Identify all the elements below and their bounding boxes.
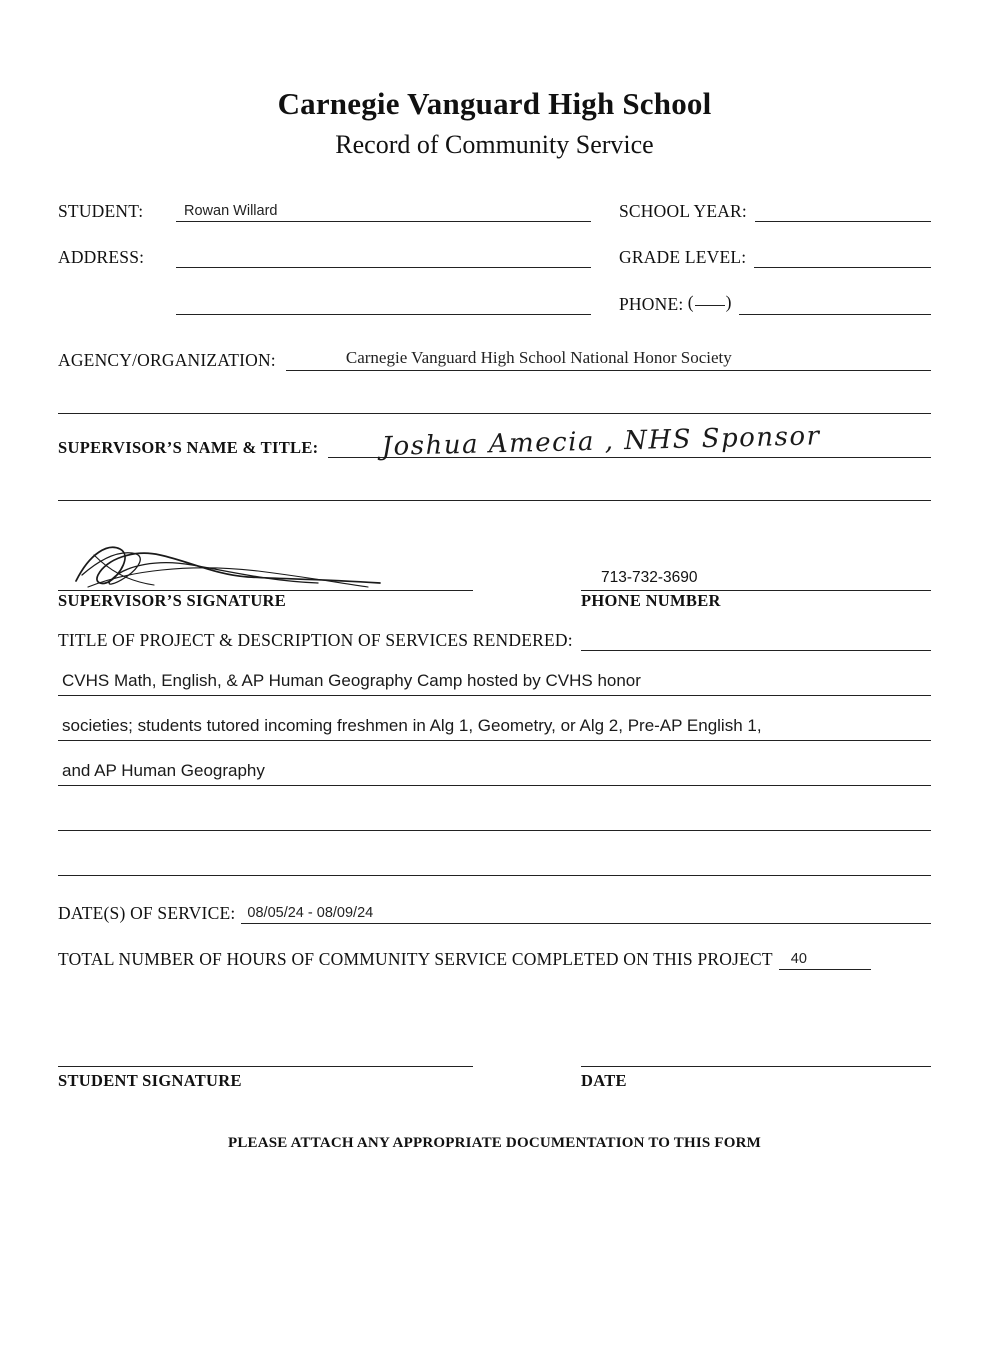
student-signature-field[interactable] [58, 1044, 473, 1091]
grade-level-label: GRADE LEVEL: [619, 246, 747, 267]
date-line [581, 1044, 931, 1067]
supervisor-block [58, 421, 931, 501]
dates-input[interactable] [241, 902, 931, 924]
project-description-text-3: and AP Human Geography [62, 761, 265, 780]
student-input[interactable] [176, 200, 591, 222]
phone-input[interactable] [739, 293, 931, 315]
project-title-input[interactable] [581, 629, 931, 651]
agency-label: AGENCY/ORGANIZATION: [58, 349, 276, 370]
signature-area [58, 519, 931, 611]
project-description-line-3[interactable] [58, 741, 931, 786]
project-description-line-2[interactable] [58, 696, 931, 741]
student-signature-line [58, 1044, 473, 1067]
address-row [58, 246, 931, 268]
supervisor-value: Joshua Amecia , NHS Sponsor [381, 421, 821, 462]
handwritten-signature-icon [68, 535, 398, 597]
supervisor-input-2[interactable] [58, 458, 931, 501]
form-title-heading: Record of Community Service [335, 130, 654, 159]
grade-level-input[interactable] [754, 246, 931, 268]
agency-value: Carnegie Vanguard High School National Honor Society [345, 348, 732, 367]
school-year-label: SCHOOL YEAR: [619, 200, 747, 221]
supervisor-phone-value: 713-732-3690 [601, 569, 698, 586]
address-input[interactable] [176, 246, 591, 268]
date-field[interactable] [581, 1044, 931, 1091]
supervisor-signature-field[interactable] [58, 519, 473, 611]
project-description-text-1: CVHS Math, English, & AP Human Geography Camp hosted by CVHS honor [62, 671, 641, 690]
project-label: TITLE OF PROJECT & DESCRIPTION OF SERVICES RENDERED: [58, 629, 573, 650]
agency-input-2[interactable] [58, 371, 931, 414]
project-description-text-2: societies; students tutored incoming freshmen in Alg 1, Geometry, or Alg 2, Pre-AP English 1, [62, 716, 762, 735]
community-service-form [0, 86, 989, 1366]
total-hours-row [58, 948, 931, 970]
address-row-2 [58, 292, 931, 315]
student-row [58, 200, 931, 222]
phone-area-code[interactable]: ( ) [683, 292, 732, 312]
student-value: Rowan Willard [184, 203, 278, 219]
phone-area-line [695, 293, 725, 306]
school-name-heading: Carnegie Vanguard High School [277, 86, 712, 121]
supervisor-signature-caption: SUPERVISOR’S SIGNATURE [58, 591, 287, 610]
project-description-line-4[interactable] [58, 786, 931, 831]
project-title-row [58, 629, 931, 651]
school-year-input[interactable] [755, 200, 931, 222]
agency-block [58, 349, 931, 414]
hours-value: 40 [790, 951, 807, 967]
address-input-2[interactable] [176, 293, 591, 315]
project-description-line-1[interactable] [58, 651, 931, 696]
project-block [58, 629, 931, 876]
date-caption: DATE [581, 1071, 627, 1090]
phone-number-caption: PHONE NUMBER [581, 591, 721, 610]
footer-signature-block [58, 1044, 931, 1091]
project-description-line-5[interactable] [58, 831, 931, 876]
dates-label: DATE(S) OF SERVICE: [58, 902, 236, 923]
address-label: ADDRESS: [58, 246, 145, 267]
agency-input[interactable] [286, 349, 931, 371]
supervisor-row [58, 421, 931, 462]
dates-value: 08/05/24 - 08/09/24 [247, 905, 374, 921]
attachment-note: PLEASE ATTACH ANY APPROPRIATE DOCUMENTATION TO THIS FORM [227, 1135, 762, 1151]
student-label: STUDENT: [58, 200, 144, 221]
phone-label: PHONE: [619, 293, 684, 314]
student-signature-caption: STUDENT SIGNATURE [58, 1071, 242, 1090]
student-info-block [58, 200, 931, 315]
dates-of-service-row [58, 902, 931, 924]
agency-row [58, 349, 931, 371]
hours-input[interactable] [779, 948, 871, 970]
hours-label: TOTAL NUMBER OF HOURS OF COMMUNITY SERVICE COMPLETED ON THIS PROJECT [58, 948, 773, 969]
supervisor-label: SUPERVISOR’S NAME & TITLE: [58, 437, 319, 457]
supervisor-phone-field[interactable] [581, 519, 931, 611]
